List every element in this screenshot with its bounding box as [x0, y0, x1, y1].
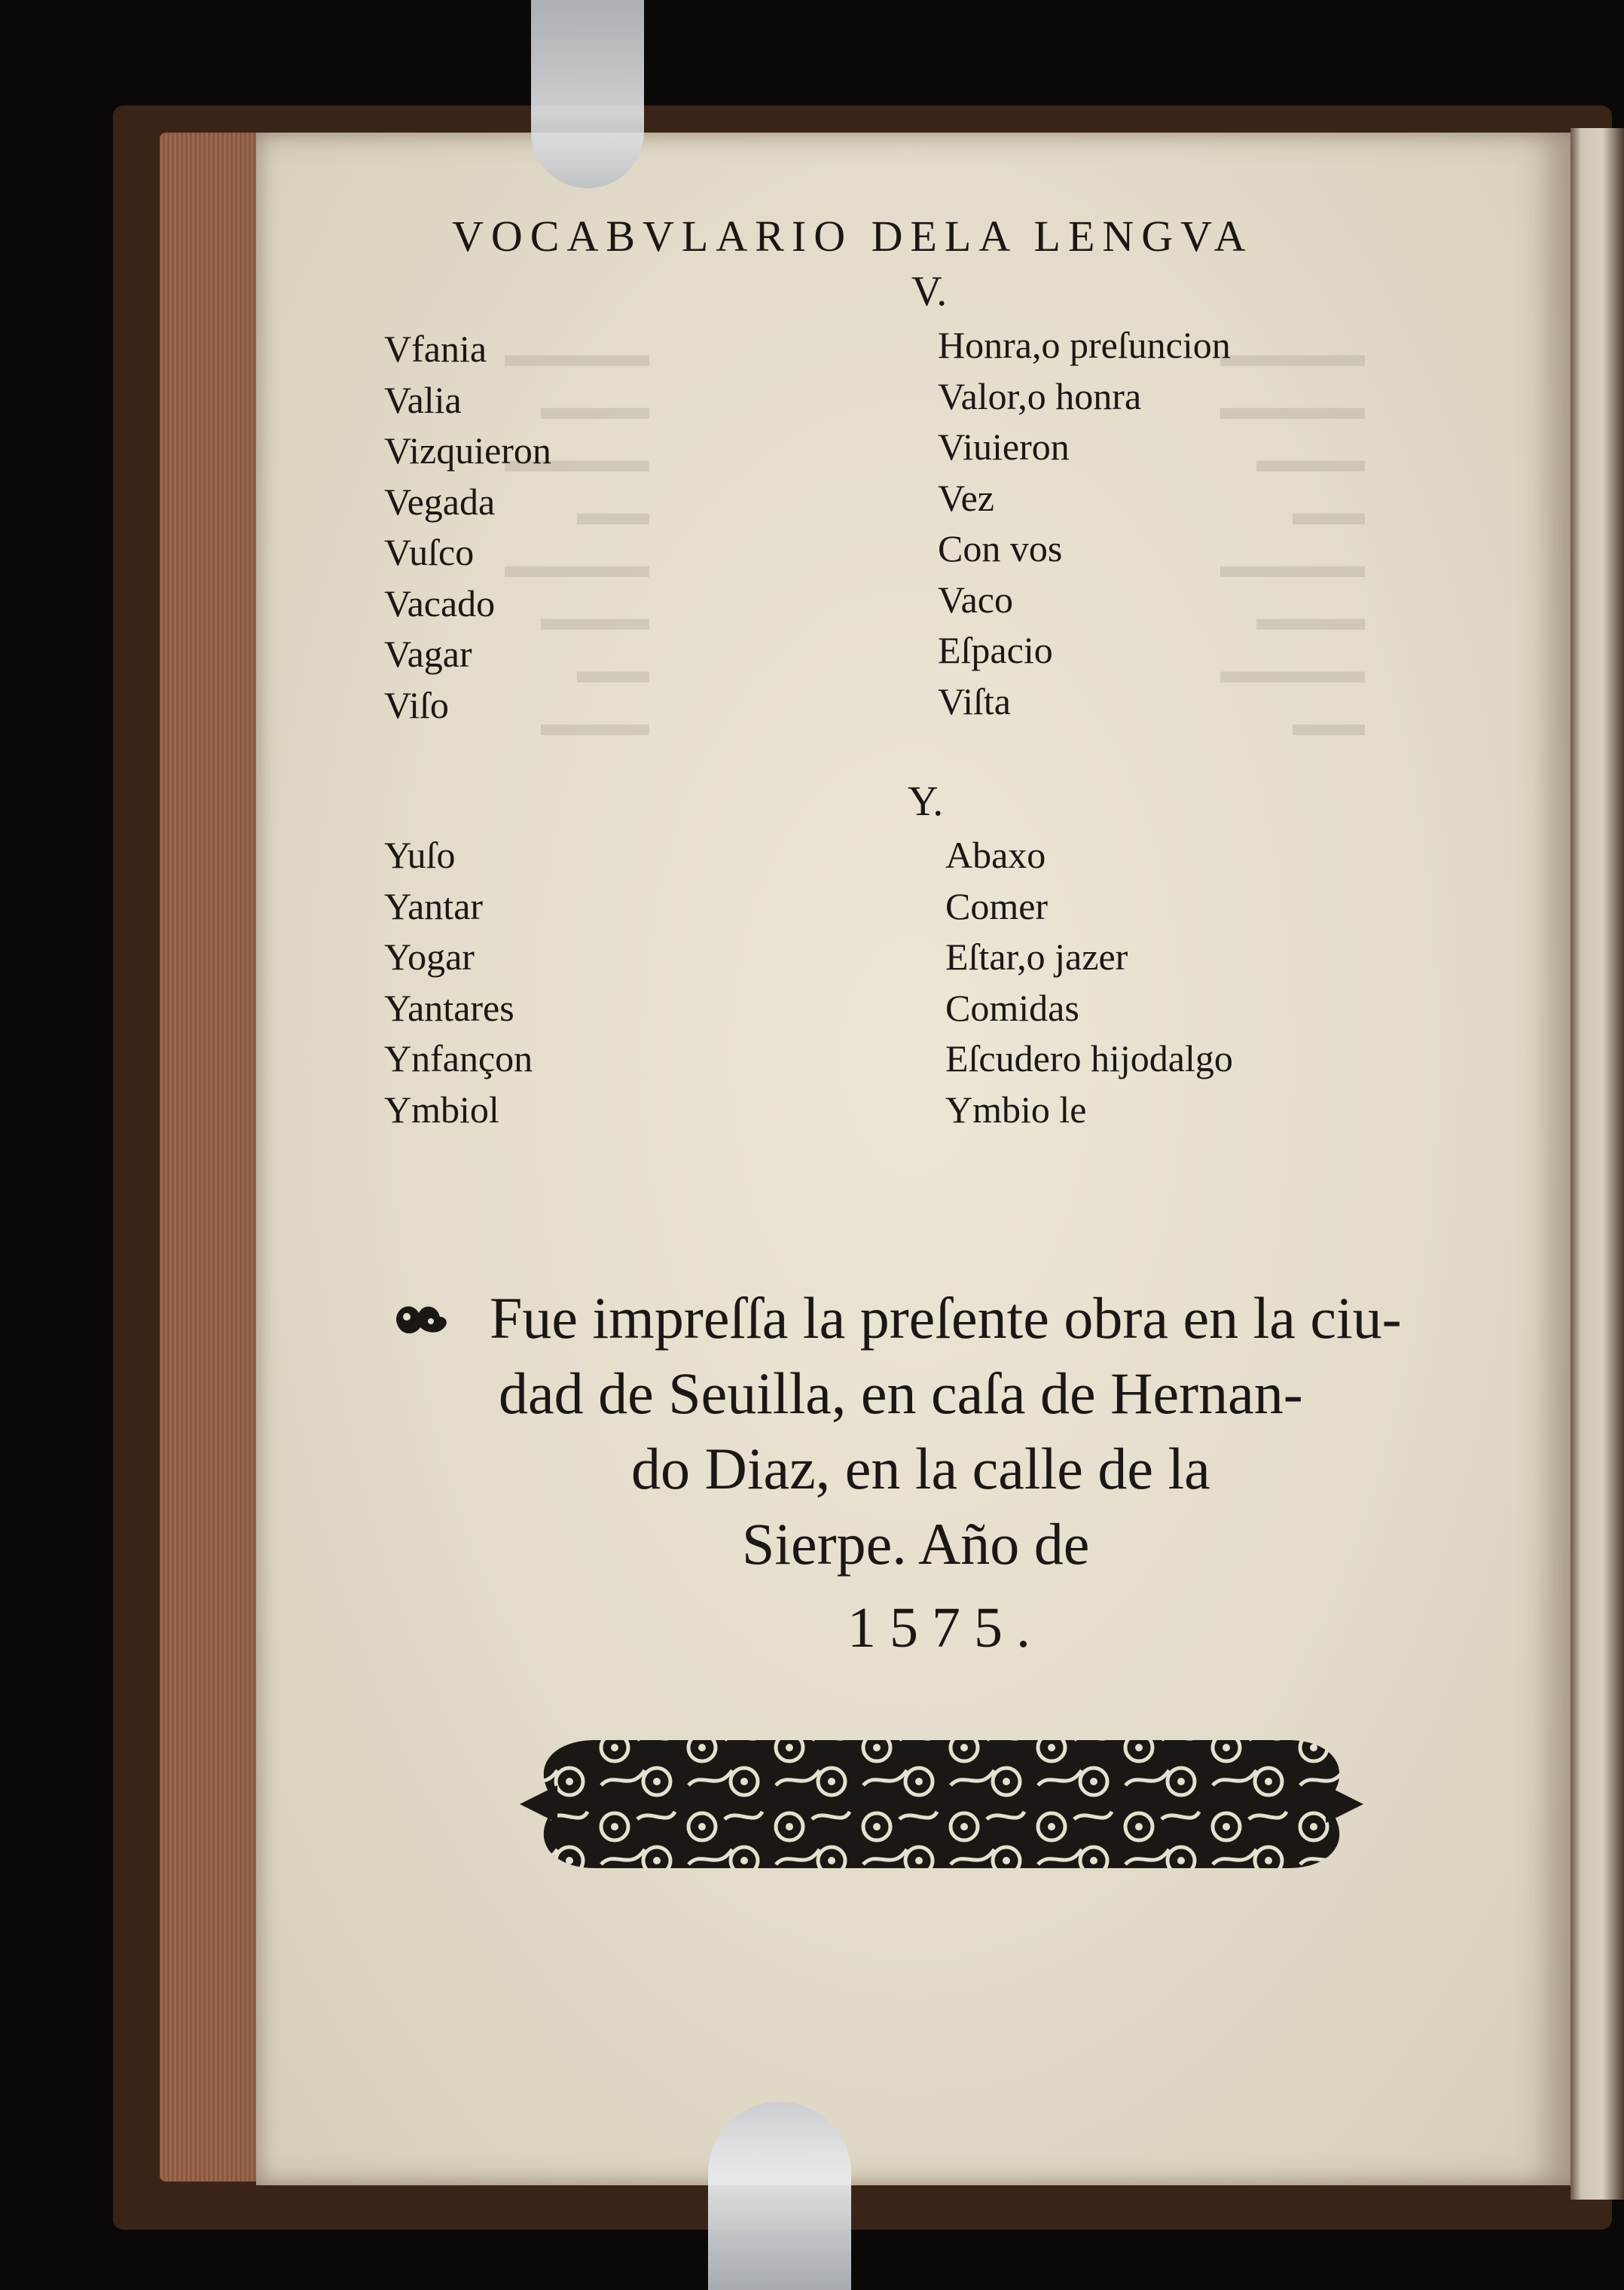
term: Vizquieron — [384, 429, 551, 472]
section-letter-v: V. — [911, 268, 948, 315]
term: Ymbiol — [384, 1088, 499, 1131]
fleuron-icon — [390, 1294, 450, 1347]
colophon-line-2: dad de Seuilla, en caſa de Hernan- — [499, 1360, 1303, 1426]
gloss: Comer — [945, 884, 1049, 927]
term: Yantar — [384, 884, 484, 927]
gloss: Viuieron — [938, 426, 1070, 468]
imprint-year: 1575. — [847, 1596, 1044, 1659]
gloss: Eſpacio — [938, 629, 1053, 671]
gloss: Eſcudero hijodalgo — [945, 1037, 1233, 1079]
section-v-terms — [384, 324, 551, 731]
section-letter-y: Y. — [908, 778, 944, 825]
running-title: VOCABVLARIO DELA LENGVA — [452, 212, 1253, 261]
facing-page-edge — [1571, 128, 1624, 2200]
term: Valia — [384, 378, 462, 421]
term: Yogar — [384, 936, 475, 978]
section-v-glosses — [938, 320, 1231, 727]
gloss: Ymbio le — [945, 1088, 1087, 1131]
gloss: Eſtar,o jazer — [945, 936, 1128, 978]
term: Vagar — [384, 633, 472, 675]
term: Viſo — [384, 683, 449, 726]
gloss: Con vos — [938, 527, 1063, 569]
term: Vuſco — [384, 531, 475, 573]
term: Ynfançon — [384, 1037, 533, 1079]
term: Vacado — [384, 582, 496, 624]
gloss: Viſta — [938, 679, 1011, 722]
gloss: Vez — [938, 476, 994, 519]
term: Yantares — [384, 986, 514, 1029]
show-through-right: ▬▬▬▬ ▬▬▬▬ ▬▬▬ ▬▬ ▬▬▬▬ ▬▬▬ ▬▬▬▬ ▬▬ — [1220, 334, 1365, 743]
section-y-glosses — [945, 830, 1233, 1135]
colophon-line-1: Fue impreſſa la preſente obra en la ciu- — [490, 1285, 1402, 1351]
bottom-page-clip — [708, 2102, 851, 2290]
ornament-tailpiece-icon — [505, 1725, 1378, 1883]
gloss: Vaco — [938, 578, 1013, 621]
gloss: Abaxo — [945, 834, 1046, 876]
term: Yuſo — [384, 834, 456, 876]
page-edges — [160, 133, 258, 2182]
section-y-terms — [384, 830, 533, 1135]
gloss: Comidas — [945, 986, 1079, 1029]
gloss: Honra,o preſuncion — [938, 324, 1231, 366]
colophon-line-4: Sierpe. Año de — [742, 1511, 1090, 1577]
top-page-clip — [531, 0, 644, 188]
colophon-line-3: do Diaz, en la calle de la — [631, 1436, 1210, 1501]
term: Vfania — [384, 328, 487, 370]
term: Vegada — [384, 480, 496, 523]
gloss: Valor,o honra — [938, 374, 1142, 417]
show-through-left: ▬▬▬▬ ▬▬▬ ▬▬▬▬ ▬▬ ▬▬▬▬ ▬▬▬ ▬▬ ▬▬▬ — [505, 334, 649, 743]
